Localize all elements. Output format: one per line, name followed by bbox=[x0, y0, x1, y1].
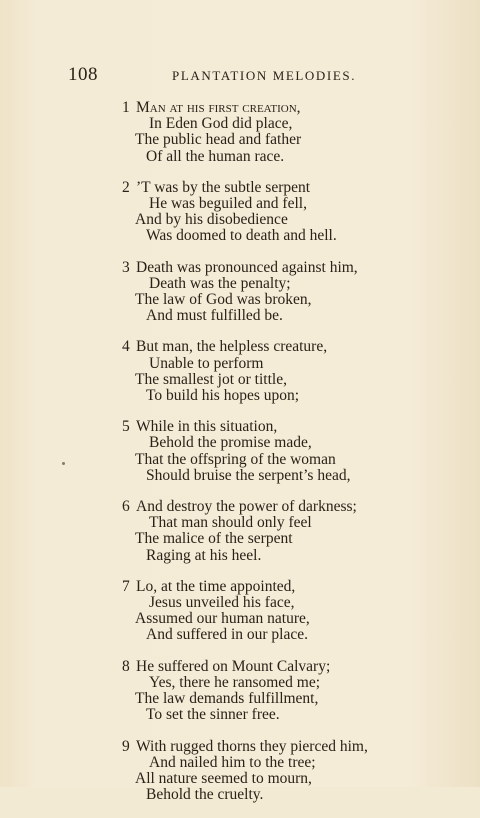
stanza-line bbox=[122, 771, 422, 787]
stanza-line bbox=[122, 196, 422, 212]
line-text: He was beguiled and fell, bbox=[149, 195, 307, 213]
stanza bbox=[122, 659, 422, 724]
stanza-first-line bbox=[122, 659, 422, 675]
stanza-line bbox=[122, 468, 422, 484]
stanza-first-line bbox=[122, 419, 422, 435]
line-text: He suffered on Mount Calvary; bbox=[136, 657, 331, 675]
stanza-line bbox=[122, 228, 422, 244]
line-text: The malice of the serpent bbox=[135, 530, 293, 548]
stanza-line bbox=[122, 452, 422, 468]
stanza-number: 4 bbox=[122, 338, 130, 356]
stanza-line bbox=[122, 116, 422, 132]
stanza-line bbox=[122, 627, 422, 643]
line-text: And destroy the power of darkness; bbox=[136, 498, 357, 516]
stanza-line bbox=[122, 611, 422, 627]
stanza bbox=[122, 739, 422, 804]
stanza-line bbox=[122, 787, 422, 803]
stanza-line bbox=[122, 707, 422, 723]
line-text: Was doomed to death and hell. bbox=[146, 227, 337, 245]
stanza-line bbox=[122, 515, 422, 531]
line-text: Death was pronounced against him, bbox=[136, 258, 358, 276]
stanza bbox=[122, 180, 422, 245]
stanza-line bbox=[122, 212, 422, 228]
line-text: In Eden God did place, bbox=[149, 115, 293, 133]
line-text: Assumed our human nature, bbox=[135, 610, 310, 628]
hymn-text bbox=[122, 100, 422, 818]
line-text: With rugged thorns they pierced him, bbox=[136, 737, 368, 755]
ink-speck bbox=[62, 462, 65, 465]
line-text: Of all the human race. bbox=[146, 147, 285, 165]
running-title: PLANTATION MELODIES. bbox=[172, 68, 357, 83]
line-text: To build his hopes upon; bbox=[146, 387, 300, 405]
stanza-first-line bbox=[122, 339, 422, 355]
line-text: But man, the helpless creature, bbox=[136, 338, 328, 356]
stanza-first-line bbox=[122, 100, 422, 116]
stanza-number: 6 bbox=[122, 498, 130, 516]
stanza-number: 2 bbox=[122, 178, 130, 196]
line-text: ’T was by the subtle serpent bbox=[136, 178, 311, 196]
stanza-number: 3 bbox=[122, 258, 130, 276]
stanza-line bbox=[122, 372, 422, 388]
stanza-line bbox=[122, 388, 422, 404]
line-text: The law demands fulfillment, bbox=[135, 690, 319, 708]
stanza-line bbox=[122, 691, 422, 707]
stanza bbox=[122, 260, 422, 325]
line-text: Unable to perform bbox=[149, 354, 264, 372]
line-text: Behold the promise made, bbox=[149, 434, 312, 452]
line-text: And by his disobedience bbox=[135, 211, 288, 229]
stanza-number: 9 bbox=[122, 737, 130, 755]
stanza-line bbox=[122, 548, 422, 564]
stanza-number: 1 bbox=[122, 99, 130, 116]
stanza-number: 7 bbox=[122, 577, 130, 595]
line-text: And suffered in our place. bbox=[146, 626, 308, 644]
stanza bbox=[122, 100, 422, 165]
line-text: And nailed him to the tree; bbox=[149, 753, 316, 771]
line-text: To set the sinner free. bbox=[146, 706, 280, 724]
stanza-line bbox=[122, 755, 422, 771]
line-text: All nature seemed to mourn, bbox=[135, 769, 312, 787]
stanza-first-line bbox=[122, 579, 422, 595]
stanza-line bbox=[122, 595, 422, 611]
stanza bbox=[122, 579, 422, 644]
stanza-line bbox=[122, 308, 422, 324]
stanza-line bbox=[122, 356, 422, 372]
stanza-number: 8 bbox=[122, 657, 130, 675]
line-text: Jesus unveiled his face, bbox=[149, 594, 295, 612]
line-text: Yes, there he ransomed me; bbox=[149, 673, 321, 691]
stanza-line bbox=[122, 149, 422, 165]
stanza bbox=[122, 419, 422, 484]
page-number: 108 bbox=[68, 64, 98, 85]
stanza bbox=[122, 499, 422, 564]
page-header bbox=[68, 64, 368, 86]
line-text: Death was the penalty; bbox=[149, 274, 291, 292]
line-text: And must fulfilled be. bbox=[146, 307, 283, 325]
line-text: The public head and father bbox=[135, 131, 302, 149]
line-text: The smallest jot or tittle, bbox=[135, 370, 287, 388]
stanza-line bbox=[122, 132, 422, 148]
line-text: Man at his first creation, bbox=[136, 99, 301, 116]
stanza-line bbox=[122, 531, 422, 547]
stanza-line bbox=[122, 292, 422, 308]
line-text: Raging at his heel. bbox=[146, 546, 262, 564]
line-text: While in this situation, bbox=[136, 418, 278, 436]
line-text: Behold the cruelty. bbox=[146, 786, 264, 804]
line-text: Lo, at the time appointed, bbox=[136, 577, 296, 595]
line-text: That the offspring of the woman bbox=[135, 450, 336, 468]
stanza-number: 5 bbox=[122, 418, 130, 436]
stanza-line bbox=[122, 435, 422, 451]
stanza-first-line bbox=[122, 260, 422, 276]
line-text: Should bruise the serpent’s head, bbox=[146, 466, 351, 484]
stanza bbox=[122, 339, 422, 404]
stanza-line bbox=[122, 276, 422, 292]
stanza-first-line bbox=[122, 499, 422, 515]
stanza-first-line bbox=[122, 180, 422, 196]
line-text: That man should only feel bbox=[149, 514, 312, 532]
line-text: The law of God was broken, bbox=[135, 291, 312, 309]
stanza-first-line bbox=[122, 739, 422, 755]
stanza-line bbox=[122, 675, 422, 691]
